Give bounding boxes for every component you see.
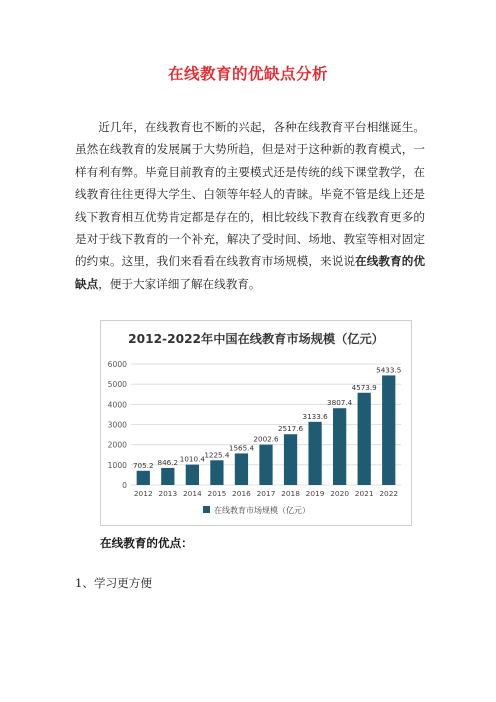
- x-tick-label: 2012: [133, 489, 153, 498]
- x-tick-label: 2014: [182, 489, 202, 498]
- pros-heading: 在线教育的优点：: [100, 536, 193, 550]
- data-label: 4573.9: [351, 382, 377, 392]
- data-label: 3133.6: [302, 411, 328, 421]
- y-tick-label: 0: [122, 481, 127, 490]
- intro-paragraph: [75, 116, 425, 295]
- x-tick-label: 2018: [281, 489, 300, 498]
- intro-text-end: ，便于大家详细了解在线教育。: [98, 276, 261, 291]
- bar: [308, 422, 321, 485]
- bar: [358, 393, 371, 485]
- data-label: 2517.6: [277, 424, 304, 434]
- bar: [210, 460, 223, 485]
- y-tick-label: 4000: [107, 400, 127, 410]
- x-tick-label: 2013: [158, 489, 178, 498]
- data-label: 705.2: [132, 460, 154, 470]
- x-tick-label: 2019: [305, 489, 325, 498]
- bar: [333, 408, 346, 485]
- market-size-chart: [100, 320, 412, 526]
- data-label: 1225.4: [204, 450, 230, 460]
- bar: [382, 375, 395, 485]
- bar: [284, 434, 297, 485]
- intro-highlight: 在线教育的优缺点: [75, 254, 425, 291]
- y-tick-label: 5000: [107, 380, 127, 390]
- bar: [235, 453, 248, 485]
- data-label: 2002.6: [253, 434, 279, 444]
- x-tick-label: 2021: [354, 489, 374, 498]
- bar: [186, 465, 199, 485]
- chart-title: 2012-2022年中国在线教育市场规模（亿元）: [128, 332, 384, 346]
- chart-svg: [101, 321, 411, 525]
- bar: [137, 471, 150, 485]
- data-label: 5433.5: [376, 365, 402, 375]
- y-tick-label: 3000: [107, 420, 127, 430]
- y-tick-label: 2000: [107, 440, 127, 450]
- x-tick-label: 2022: [379, 489, 399, 498]
- x-tick-label: 2016: [232, 489, 251, 498]
- x-tick-label: 2020: [330, 489, 350, 498]
- bar: [161, 468, 174, 485]
- data-label: 1010.4: [179, 454, 205, 464]
- intro-text: 近几年，在线教育也不断的兴起，各种在线教育平台相继诞生。虽然在线教育的发展属于大势所趋，但是对于这种新的教育模式，一样有利有弊。毕竟目前教育的主要模式还是传统的线下课堂教学，在线教育往往更得大学生、白领等年轻人的青睐。毕竟不管是线上还是线下教育相互优势肯定都是存在的，相比较线下教育在线教育更多的是对于线下教育的一个补充，解决了受时间、场地、教室等相对固定的约束。这里，我们来看看在线教育市场规模，来说说: [75, 120, 425, 269]
- page-title: 在线教育的优缺点分析: [167, 65, 328, 83]
- legend-label: 在线教育市场规模（亿元）: [214, 506, 310, 515]
- y-tick-label: 6000: [107, 360, 127, 369]
- bar: [259, 445, 272, 485]
- x-tick-label: 2015: [207, 489, 227, 498]
- legend-swatch: [203, 506, 210, 513]
- list-item-1: 1、学习更方便: [75, 576, 152, 590]
- x-tick-label: 2017: [256, 489, 276, 498]
- data-label: 3807.4: [327, 398, 353, 408]
- y-tick-label: 1000: [107, 460, 127, 470]
- data-label: 846.2: [157, 457, 179, 467]
- data-label: 1565.4: [228, 443, 255, 453]
